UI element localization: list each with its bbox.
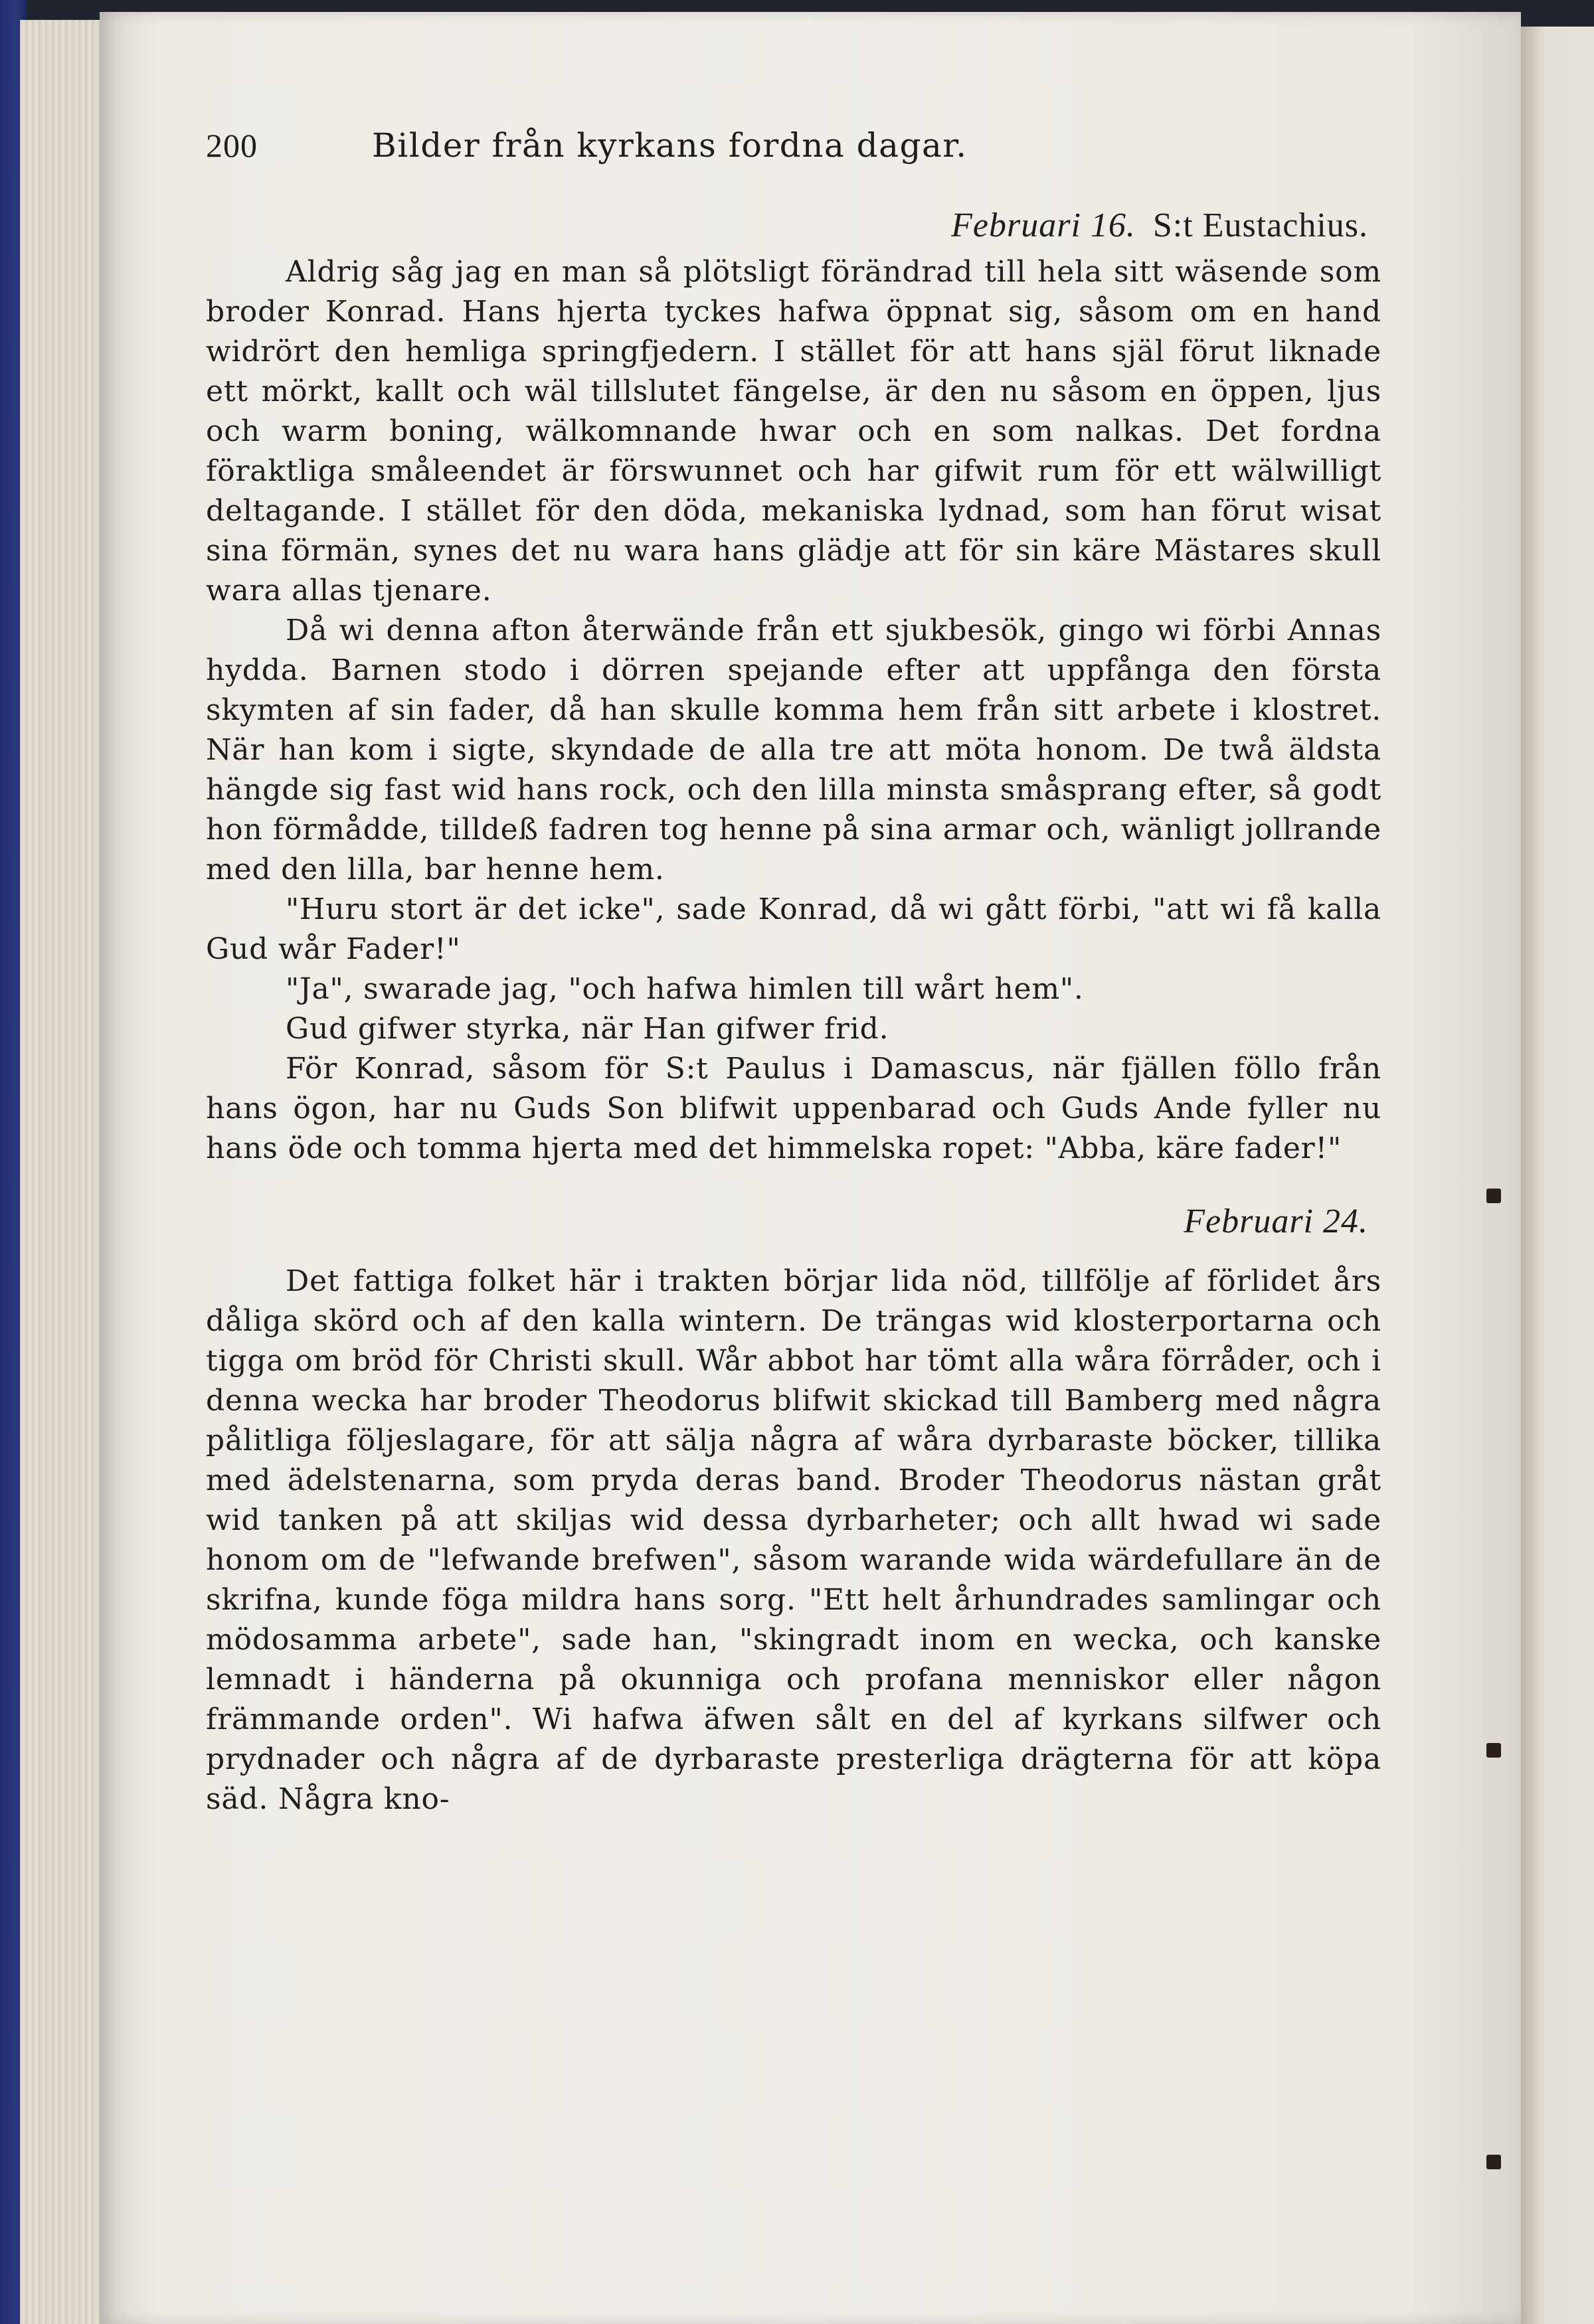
- page-notch: [1486, 2155, 1501, 2169]
- paragraph: "Huru stort är det icke", sade Konrad, då wi gått förbi, "att wi få kalla Gud wår Fader!": [206, 892, 1381, 966]
- entry-date: Februari 24.: [1184, 1203, 1368, 1240]
- paragraph: Det fattiga folket här i trakten börjar lida nöd, tillfölje af förlidet års dåliga skörd och af den kalla wintern. De trängas wid klosterportarna och tigga om bröd för Christi skull. Wår abbot har tömt alla wåra förråder, och i denna wecka har broder Theodorus blifwit skickad till Bamberg med några pålitliga följeslagare, för att sälja några af wåra dyrbaraste böcker, tillika med ädelstenarna, som pryda deras band. Broder Theodorus nästan gråt wid tanken på att skiljas wid dessa dyrbarheter; och allt hwad wi sade honom om de "lefwande brefwen", såsom warande wida wärdefullare än de skrifna, kunde föga mildra hans sorg. "Ett helt århundrades samlingar och mödosamma arbete", sade han, "skingradt inom en wecka, och kanske lemnadt i händerna på okunniga och profana menniskor eller någon främmande orden". Wi hafwa äfwen sålt en del af kyrkans silfwer och prydnader och några af de dyrbaraste presterliga drägterna för att köpa säd. Några kno-: [206, 1264, 1381, 1816]
- paragraph: Då wi denna afton återwände från ett sjukbesök, gingo wi förbi Annas hydda. Barnen stodo i dörren spejande efter att uppfånga den första skymten af sin fader, då han skulle komma hem från sitt arbete i klostret. När han kom i sigte, skyndade de alla tre att möta honom. De twå äldsta hängde sig fast wid hans rock, och den lilla minsta småsprang efter, så godt hon förmådde, tilldeß fadren tog henne på sina armar och, wänligt jollrande med den lilla, bar henne hem.: [206, 614, 1381, 886]
- paragraph: Aldrig såg jag en man så plötsligt förändrad till hela sitt wäsende som broder Konrad. Hans hjerta tyckes hafwa öppnat sig, såsom om en hand widrört den hemliga springfjedern. I stället för att hans själ förut liknade ett mörkt, kallt och wäl tillslutet fängelse, är den nu såsom en öppen, ljus och warm boning, wälkomnande hwar och en som nalkas. Det fordna föraktliga småleendet är förswunnet och har gifwit rum för ett wälwilligt deltagande. I stället för den döda, mekaniska lydnad, som han förut wisat sina förmän, synes det nu wara hans glädje att för sin käre Mästares skull wara allas tjenare.: [206, 255, 1381, 608]
- paragraph: För Konrad, såsom för S:t Paulus i Damascus, när fjällen föllo från hans ögon, har nu Guds Son blifwit uppenbarad och Guds Ande fyller nu hans öde och tomma hjerta med det himmelska ropet: "Abba, käre fader!": [206, 1052, 1381, 1165]
- paragraph: Gud gifwer styrka, när Han gifwer frid.: [286, 1012, 889, 1046]
- page-notch: [1486, 1189, 1501, 1203]
- page-notch: [1486, 1743, 1501, 1758]
- entry-saint: S:t Eustachius.: [1152, 207, 1368, 244]
- entry-date: Februari 16.: [951, 207, 1136, 244]
- paragraph: "Ja", swarade jag, "och hafwa himlen till wårt hem".: [286, 972, 1084, 1006]
- page-number: 200: [206, 127, 258, 164]
- running-head: Bilder från kyrkans fordna dagar.: [372, 126, 968, 165]
- page-header: [206, 126, 1381, 199]
- facing-page-edge: [1521, 27, 1594, 2324]
- entry-heading: [206, 1195, 1381, 1248]
- entry-heading: [206, 199, 1381, 252]
- page-content: [206, 126, 1381, 1819]
